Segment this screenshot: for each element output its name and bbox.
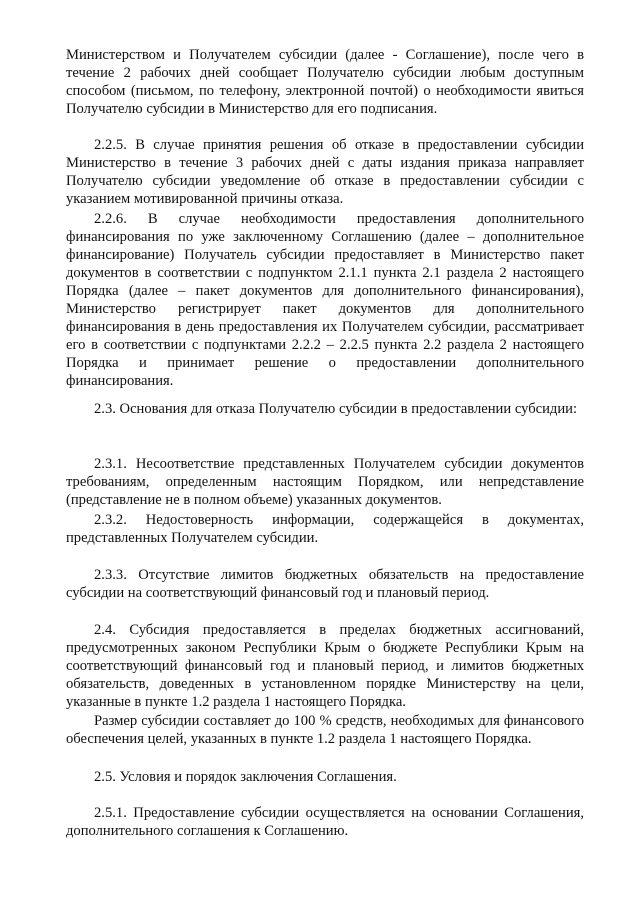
paragraph-continuation: Министерством и Получателем субсидии (далее - Соглашение), после чего в течение 2 рабочих дней сообщает Получателю субсидии любым доступным способом (письмом, по телефону, электронной почтой) о необходимости явиться Получателю субсидии в Министерство для его подписания. — [66, 47, 584, 117]
paragraph-subsidy-amount: Размер субсидии составляет до 100 % средств, необходимых для финансового обеспечения целей, указанных в пункте 1.2 раздела 1 настоящего Порядка. — [66, 713, 584, 747]
paragraph-2-4: 2.4. Субсидия предоставляется в пределах бюджетных ассигнований, предусмотренных законом Республики Крым о бюджете Республики Крым на соответствующий финансовый год и плановый период, и лимитов бюджетных обязательств, доведенных в установленном порядке Министерству на цели, указанные в пункте 1.2 раздела 1 настоящего Порядка. — [66, 622, 584, 710]
paragraph-2-3-2: 2.3.2. Недостоверность информации, содержащейся в документах, представленных Получателем субсидии. — [66, 512, 584, 546]
paragraph-2-2-5: 2.2.5. В случае принятия решения об отказе в предоставлении субсидии Министерство в течение 3 рабочих дней с даты издания приказа направляет Получателю субсидии уведомление об отказе в предоставлении субсидии с указанием мотивированной причины отказа. — [66, 137, 584, 207]
paragraph-2-3: 2.3. Основания для отказа Получателю субсидии в предоставлении субсидии: — [94, 401, 578, 417]
paragraph-2-3-1: 2.3.1. Несоответствие представленных Получателем субсидии документов требованиям, определенным настоящим Порядком, или непредставление (представление не в полном объеме) указанных документов. — [66, 456, 584, 508]
paragraph-2-5-1: 2.5.1. Предоставление субсидии осуществляется на основании Соглашения, дополнительного соглашения к Соглашению. — [66, 805, 584, 839]
paragraph-2-3-3: 2.3.3. Отсутствие лимитов бюджетных обязательств на предоставление субсидии на соответствующий финансовый год и плановый период. — [66, 567, 584, 601]
paragraph-2-2-6: 2.2.6. В случае необходимости предоставления дополнительного финансирования по уже заключенному Соглашению (далее – дополнительное финансирование) Получатель субсидии предоставляет в Министерство пакет документов в соответствии с подпунктом 2.1.1 пункта 2.1 раздела 2 настоящего Порядка (далее – пакет документов для дополнительного финансирования), Министерство регистрирует пакет документов для дополнительного финансирования в день предоставления их Получателем субсидии, рассматривает его в соответствии с подпунктами 2.2.2 – 2.2.5 пункта 2.2 раздела 2 настоящего Порядка и принимает решение о предоставлении дополнительного финансирования. — [66, 211, 584, 389]
paragraph-2-5: 2.5. Условия и порядок заключения Соглашения. — [94, 769, 397, 785]
